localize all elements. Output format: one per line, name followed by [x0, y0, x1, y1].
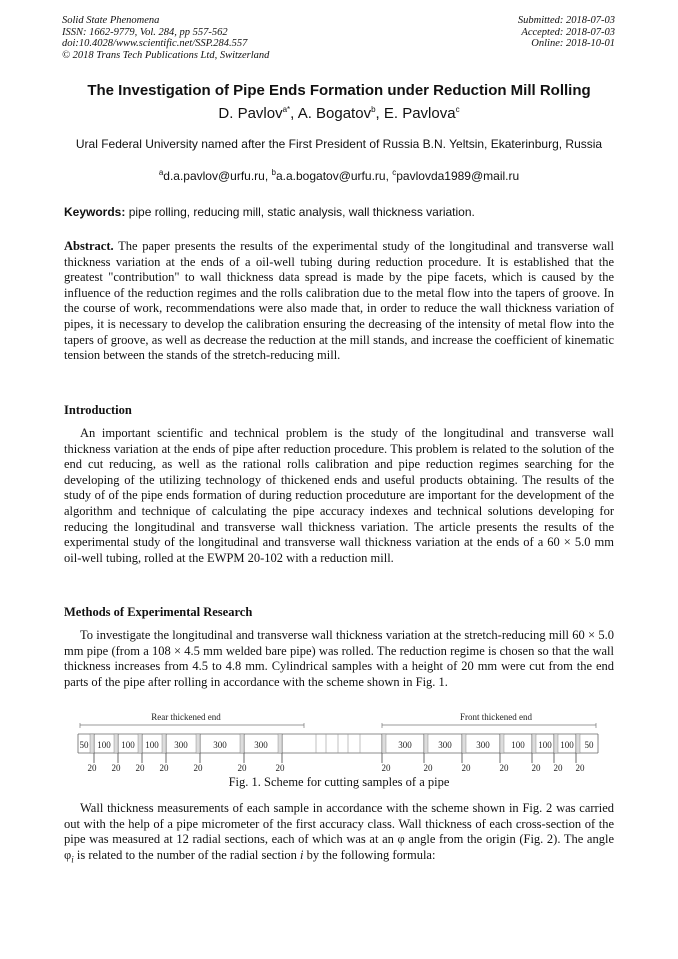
author-list: D. Pavlov$^{a*}$, A. Bogatov$^b$, E. Pavlova$^c$	[218, 105, 460, 122]
email-sup: a	[158, 168, 164, 177]
front-sample-length: 20	[553, 763, 563, 773]
front-end-label: Front thickened end	[460, 712, 532, 722]
email-link[interactable]: pavlovda1989@mail.ru	[396, 169, 520, 183]
rear-segment-length: 50	[79, 740, 89, 750]
variable-i: i	[300, 847, 304, 862]
front-segment-length: 300	[438, 740, 452, 750]
section-heading-methods: Methods of Experimental Research	[64, 605, 253, 619]
sample-piece	[162, 734, 166, 753]
front-segment-length: 100	[560, 740, 574, 750]
front-sample-length: 20	[531, 763, 541, 773]
front-sample-length: 20	[461, 763, 471, 773]
abstract-text: The paper presents the results of the experimental study of the longitudinal and transverse wall thickness variation at the ends of a oil-well tubing during reduction procedure. It is established that the greatest "contribution" to wall thickness data spread is made by the pipe facets, which is caused by the influence of the reduction regimes and the rolls calibration due to the metal flow into the tapers of groove. In the course of work, recommendations were also made that, in order to reduce the wall thickness variation of pipes, it is necessary to develop the calibration ensuring the decreasing of the intensity of metal flow into the tapers of groove, as well as decrease the reduction at the mill stands, and increase the coefficient of kinematic tension between the stands of the stretch-reducing mill.	[64, 239, 614, 363]
email-link[interactable]: d.a.pavlov@urfu.ru	[163, 169, 265, 183]
email-sup: c	[392, 168, 397, 177]
keywords-text: pipe rolling, reducing mill, static analysis, wall thickness variation.	[128, 205, 475, 219]
measurement-text-1: Wall thickness measurements of each sample in accordance with the scheme shown in Fig. 2 was carried out with the help of a pipe micrometer of the first accuracy class. Wall thickness of each cross-section of the pipe was measured at 12 radial sections, each of which was at an φ angle from the origin (Fig. 2). The angle φ	[64, 801, 614, 862]
rear-sample-length: 20	[237, 763, 247, 773]
journal-name: Solid State Phenomena	[62, 15, 160, 26]
author-sup: c	[455, 105, 460, 114]
rear-end-label: Rear thickened end	[151, 712, 221, 722]
rear-segment-length: 300	[213, 740, 227, 750]
rear-segment-length: 300	[254, 740, 268, 750]
front-segment-length: 100	[538, 740, 552, 750]
sample-piece	[532, 734, 536, 753]
rear-sample-length: 20	[159, 763, 169, 773]
sample-piece	[554, 734, 558, 753]
journal-header-right	[518, 15, 615, 50]
rear-segment-length: 100	[145, 740, 159, 750]
email-sup: b	[271, 168, 276, 177]
author-name: D. Pavlov	[218, 105, 283, 122]
figure-caption: Fig. 1. Scheme for cutting samples of a pipe	[228, 775, 450, 789]
copyright: © 2018 Trans Tech Publications Ltd, Switzerland	[62, 49, 270, 61]
sample-piece	[278, 734, 282, 753]
measurement-text-2: is related to the number of the radial section	[73, 847, 301, 862]
rear-sample-length: 20	[87, 763, 97, 773]
sample-piece	[114, 734, 118, 753]
author-name: E. Pavlova	[383, 105, 456, 122]
measurement-text-3: by the following formula:	[303, 847, 436, 862]
sample-piece	[90, 734, 94, 753]
section-heading-introduction: Introduction	[64, 403, 132, 417]
sample-piece	[240, 734, 244, 753]
front-sample-length: 20	[381, 763, 391, 773]
front-sample-length: 20	[575, 763, 585, 773]
rear-sample-length: 20	[135, 763, 145, 773]
journal-header-left	[62, 15, 269, 61]
front-segment-length: 300	[476, 740, 490, 750]
methods-paragraph: To investigate the longitudinal and transverse wall thickness variation at the stretch-reducing mill 60 × 5.0 mm pipe (from a 108 × 4.5 mm welded bare pipe) was rolled. The reduction regime is chosen so that the wall thickness increases from 4.5 to 4.8 mm. Cylindrical samples with a height of 20 mm were cut from the end parts of the pipe after rolling in accordance with the scheme shown in Fig. 1.	[64, 628, 614, 689]
front-segment-length: 100	[511, 740, 525, 750]
abstract-label: Abstract.	[64, 239, 114, 253]
introduction-paragraph: An important scientific and technical problem is the study of the longitudinal and transverse wall thickness variation at the ends of pipe after reduction procedure. This problem is related to the solution of the end cut reducing, as well as the rational rolls calibration and pipe reduction regimes searching for the developing of the utilizing technology of thickened ends and useful products obtaining. The results of the study of of the pipe ends formation of during reduction proceduture are important for the development of the algorithm and technique of calculating the pipe accuracy indexes and technical solutions developing for reducing the longitudinal and transverse wall thickness variation. The article presents the results of the experimental study of the longitudinal and transverse wall thickness variation at the ends of a 60 × 5.0 mm oil-well tubing, rolled at the EWPM 20-102 with a reduction mill.	[64, 426, 614, 565]
email-link[interactable]: a.a.bogatov@urfu.ru	[275, 169, 386, 183]
email-list: $^a$d.a.pavlov@urfu.ru, $^b$a.a.bogatov@urfu.ru, $^c$pavlovda1989@mail.ru	[158, 168, 520, 183]
keywords-label: Keywords:	[64, 205, 126, 219]
front-segment-length: 300	[398, 740, 412, 750]
submitted-date: Submitted: 2018-07-03	[517, 15, 615, 26]
author-sup: b	[371, 105, 376, 114]
keywords	[64, 205, 624, 219]
sample-piece	[138, 734, 142, 753]
sample-piece	[424, 734, 428, 753]
sample-piece	[382, 734, 386, 753]
measurement-paragraph	[64, 801, 614, 868]
accepted-date: Accepted: 2018-07-03	[521, 26, 615, 38]
online-date: Online: 2018-10-01	[531, 38, 615, 49]
sample-piece	[500, 734, 504, 753]
author-sup: a*	[282, 105, 291, 114]
rear-sample-length: 20	[193, 763, 203, 773]
affiliation: Ural Federal University named after the First President of Russia B.N. Yeltsin, Ekaterinburg, Russia	[75, 137, 603, 151]
rear-segment-length: 300	[174, 740, 188, 750]
sample-piece	[462, 734, 466, 753]
issn: ISSN: 1662-9779, Vol. 284, pp 557-562	[62, 26, 228, 38]
doi: doi:10.4028/www.scientific.net/SSP.284.557	[62, 38, 248, 49]
front-segment-length: 50	[584, 740, 594, 750]
sample-piece	[576, 734, 580, 753]
sample-piece	[196, 734, 200, 753]
phi-subscript: i	[71, 854, 74, 865]
rear-segment-length: 100	[97, 740, 111, 750]
paper-title: The Investigation of Pipe Ends Formation under Reduction Mill Rolling	[87, 82, 591, 99]
figure-cutting-scheme	[76, 711, 601, 777]
rear-sample-length: 20	[111, 763, 121, 773]
rear-sample-length: 20	[275, 763, 285, 773]
abstract	[64, 239, 614, 364]
front-sample-length: 20	[499, 763, 509, 773]
rear-segment-length: 100	[121, 740, 135, 750]
author-name: A. Bogatov	[297, 105, 372, 122]
front-sample-length: 20	[423, 763, 433, 773]
